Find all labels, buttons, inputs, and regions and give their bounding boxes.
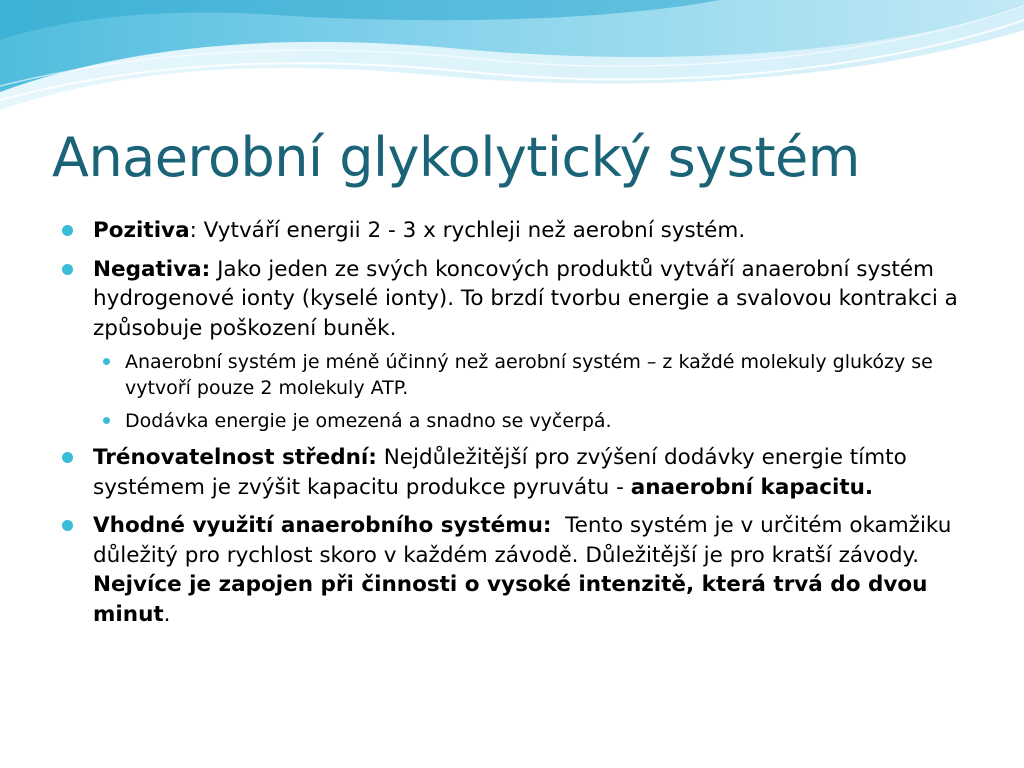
sub-bullet-item (103, 408, 962, 434)
bullet-text: Nejdůležitější pro zvýšení dodávky energie tímto systémem je zvýšit kapacitu produkce pyruvátu - (93, 445, 907, 500)
bullet-list (62, 216, 962, 629)
sub-bullet-list (103, 349, 962, 434)
bullet-dot-icon (62, 520, 73, 531)
bullet-tail: . (163, 601, 171, 627)
sub-bullet-dot-icon (103, 417, 110, 424)
bullet-pozitiva (62, 216, 962, 246)
slide-content (62, 216, 962, 638)
sub-bullet-text: Anaerobní systém je méně účinný než aerobní systém – z každé molekuly glukózy se vytvoří pouze 2 molekuly ATP. (125, 351, 933, 399)
bullet-text: Tento systém je v určitém okamžiku důležitý pro rychlost skoro v každém závodě. Důležitější je pro kratší závody. (93, 513, 959, 568)
bullet-vhodne-vyuziti (62, 511, 962, 629)
sub-bullet-text: Dodávka energie je omezená a snadno se vyčerpá. (125, 410, 612, 432)
bullet-dot-icon (62, 452, 73, 463)
header-wave-decoration (0, 0, 1024, 130)
bullet-label: Pozitiva (93, 218, 190, 243)
bullet-dot-icon (62, 264, 73, 275)
bullet-trenovatelnost (62, 443, 962, 502)
bullet-dot-icon (62, 225, 73, 236)
bullet-label: Negativa: (93, 256, 211, 282)
bullet-text: Jako jeden ze svých koncových produktů vytváří anaerobní systém hydrogenové ionty (kyselé ionty). To brzdí tvorbu energie a svalovou kontrakci a způsobuje poškození buněk. (93, 256, 958, 341)
bullet-bold-tail: anaerobní kapacitu. (630, 474, 874, 500)
slide-title: Anaerobní glykolytický systém (52, 126, 860, 189)
sub-bullet-item (103, 349, 962, 401)
bullet-text: : Vytváří energii 2 - 3 x rychleji než aerobní systém. (189, 218, 746, 243)
bullet-bold-tail: Nejvíce je zapojen při činnosti o vysoké intenzitě, která trvá do dvou minut (93, 572, 928, 627)
bullet-label: Vhodné využití anaerobního systému: (93, 513, 552, 538)
bullet-label: Trénovatelnost střední: (93, 445, 377, 470)
sub-bullet-dot-icon (103, 358, 110, 365)
bullet-negativa (62, 255, 962, 435)
